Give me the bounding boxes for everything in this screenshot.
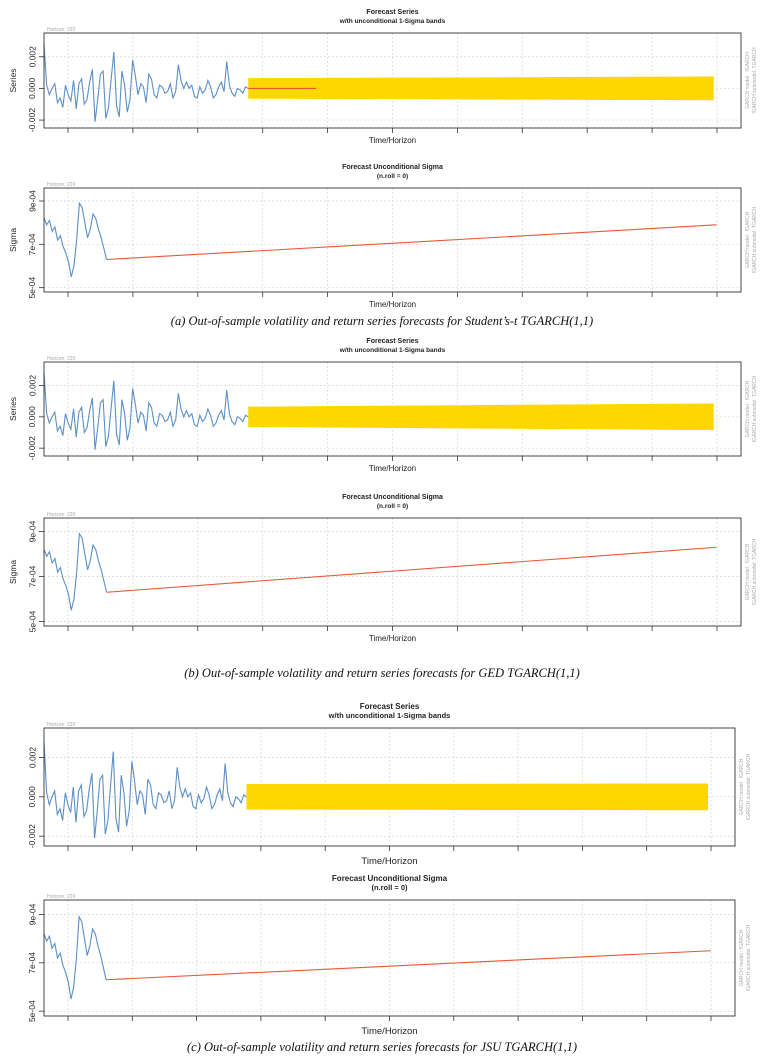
y-tick-label: 7e-04 <box>27 565 38 588</box>
y-axis-label: Series <box>8 68 18 93</box>
model-side-label: fGARCH submodel: TGARCH <box>752 538 758 606</box>
model-side-label: GARCH model : fGARCH <box>745 380 751 438</box>
chart-subtitle: w/th unconditional 1-Sigma bands <box>328 711 451 720</box>
y-tick-label: 9e-04 <box>27 190 38 212</box>
y-tick-label: 7e-04 <box>27 951 38 974</box>
horizon-label: Horizon: 220 <box>47 894 76 900</box>
actual-series-line <box>44 373 248 450</box>
caption-b: (b) Out-of-sample volatility and return series forecasts for GED TGARCH(1,1) <box>184 666 580 680</box>
chart-title: Forecast Series <box>359 702 420 711</box>
x-axis-label: Time/Horizon <box>368 464 417 473</box>
chart-panel-6 <box>27 874 752 1037</box>
chart-subtitle: (n.roll = 0) <box>371 883 408 892</box>
actual-series-line <box>44 44 248 122</box>
sigma-band <box>246 783 708 810</box>
y-tick-label: 0.002 <box>27 746 38 769</box>
chart-panel-2 <box>8 164 758 309</box>
sigma-band <box>248 404 714 431</box>
model-side-label: fGARCH submodel: TGARCH <box>752 47 758 114</box>
x-axis-label: Time/Horizon <box>368 136 417 145</box>
chart-panel-4 <box>8 494 758 643</box>
y-tick-label: 7e-04 <box>27 233 38 256</box>
chart-title: Forecast Unconditional Sigma <box>342 494 443 501</box>
actual-series-line <box>44 534 107 611</box>
y-tick-label: 0.002 <box>27 374 38 397</box>
model-side-label: GARCH model : fGARCH <box>745 543 751 601</box>
horizon-label: Horizon: 220 <box>47 27 76 33</box>
y-tick-label: 0.000 <box>27 77 38 100</box>
model-side-label: fGARCH submodel: TGARCH <box>752 206 758 274</box>
y-tick-label: 5e-04 <box>27 610 38 633</box>
horizon-label: Horizon: 220 <box>47 722 76 728</box>
model-side-label: GARCH model : fGARCH <box>739 758 745 816</box>
y-tick-label: 5e-04 <box>27 1000 38 1023</box>
y-tick-label: 9e-04 <box>27 520 38 543</box>
y-tick-label: -0.002 <box>27 824 38 849</box>
chart-subtitle: w/th unconditional 1-Sigma bands <box>339 18 446 25</box>
model-side-label: GARCH model : fGARCH <box>739 929 745 987</box>
actual-series-line <box>44 742 246 838</box>
y-tick-label: 5e-04 <box>27 276 38 299</box>
x-axis-label: Time/Horizon <box>361 1026 418 1037</box>
horizon-label: Horizon: 220 <box>47 356 76 362</box>
sigma-band <box>248 77 714 101</box>
actual-series-line <box>44 917 106 999</box>
y-tick-label: 9e-04 <box>27 903 38 926</box>
model-side-label: fGARCH submodel: TGARCH <box>746 753 752 821</box>
y-tick-label: 0.002 <box>27 46 38 68</box>
model-side-label: GARCH model : fGARCH <box>745 52 751 109</box>
actual-series-line <box>44 203 107 277</box>
chart-subtitle: (n.roll = 0) <box>376 503 409 510</box>
chart-panel-1 <box>8 9 758 145</box>
forecast-line <box>107 225 717 260</box>
chart-title: Forecast Series <box>366 338 419 345</box>
chart-subtitle: (n.roll = 0) <box>376 173 409 180</box>
horizon-label: Horizon: 220 <box>47 512 76 518</box>
chart-panel-3 <box>8 338 758 473</box>
model-side-label: fGARCH submodel: TGARCH <box>746 924 752 992</box>
x-axis-label: Time/Horizon <box>368 634 417 643</box>
chart-title: Forecast Series <box>366 9 419 16</box>
chart-subtitle: w/th unconditional 1-Sigma bands <box>339 347 446 354</box>
chart-panel-5 <box>27 702 752 867</box>
model-side-label: fGARCH submodel: TGARCH <box>752 375 758 443</box>
y-axis-label: Sigma <box>8 227 18 253</box>
chart-title: Forecast Unconditional Sigma <box>331 874 448 883</box>
caption-a: (a) Out-of-sample volatility and return series forecasts for Student’s-t TGARCH(1,1) <box>170 314 594 328</box>
y-tick-label: 0.000 <box>27 786 38 808</box>
y-axis-label: Sigma <box>8 559 18 585</box>
horizon-label: Horizon: 220 <box>47 182 76 188</box>
caption-c: (c) Out-of-sample volatility and return series forecasts for JSU TGARCH(1,1) <box>187 1040 577 1054</box>
y-axis-label: Series <box>8 396 18 422</box>
y-tick-label: -0.002 <box>27 436 38 461</box>
chart-title: Forecast Unconditional Sigma <box>342 164 443 171</box>
x-axis-label: Time/Horizon <box>368 300 417 309</box>
model-side-label: GARCH model : fGARCH <box>745 211 751 269</box>
x-axis-label: Time/Horizon <box>361 856 418 867</box>
y-tick-label: -0.002 <box>27 108 38 133</box>
y-tick-label: 0.000 <box>27 406 38 428</box>
